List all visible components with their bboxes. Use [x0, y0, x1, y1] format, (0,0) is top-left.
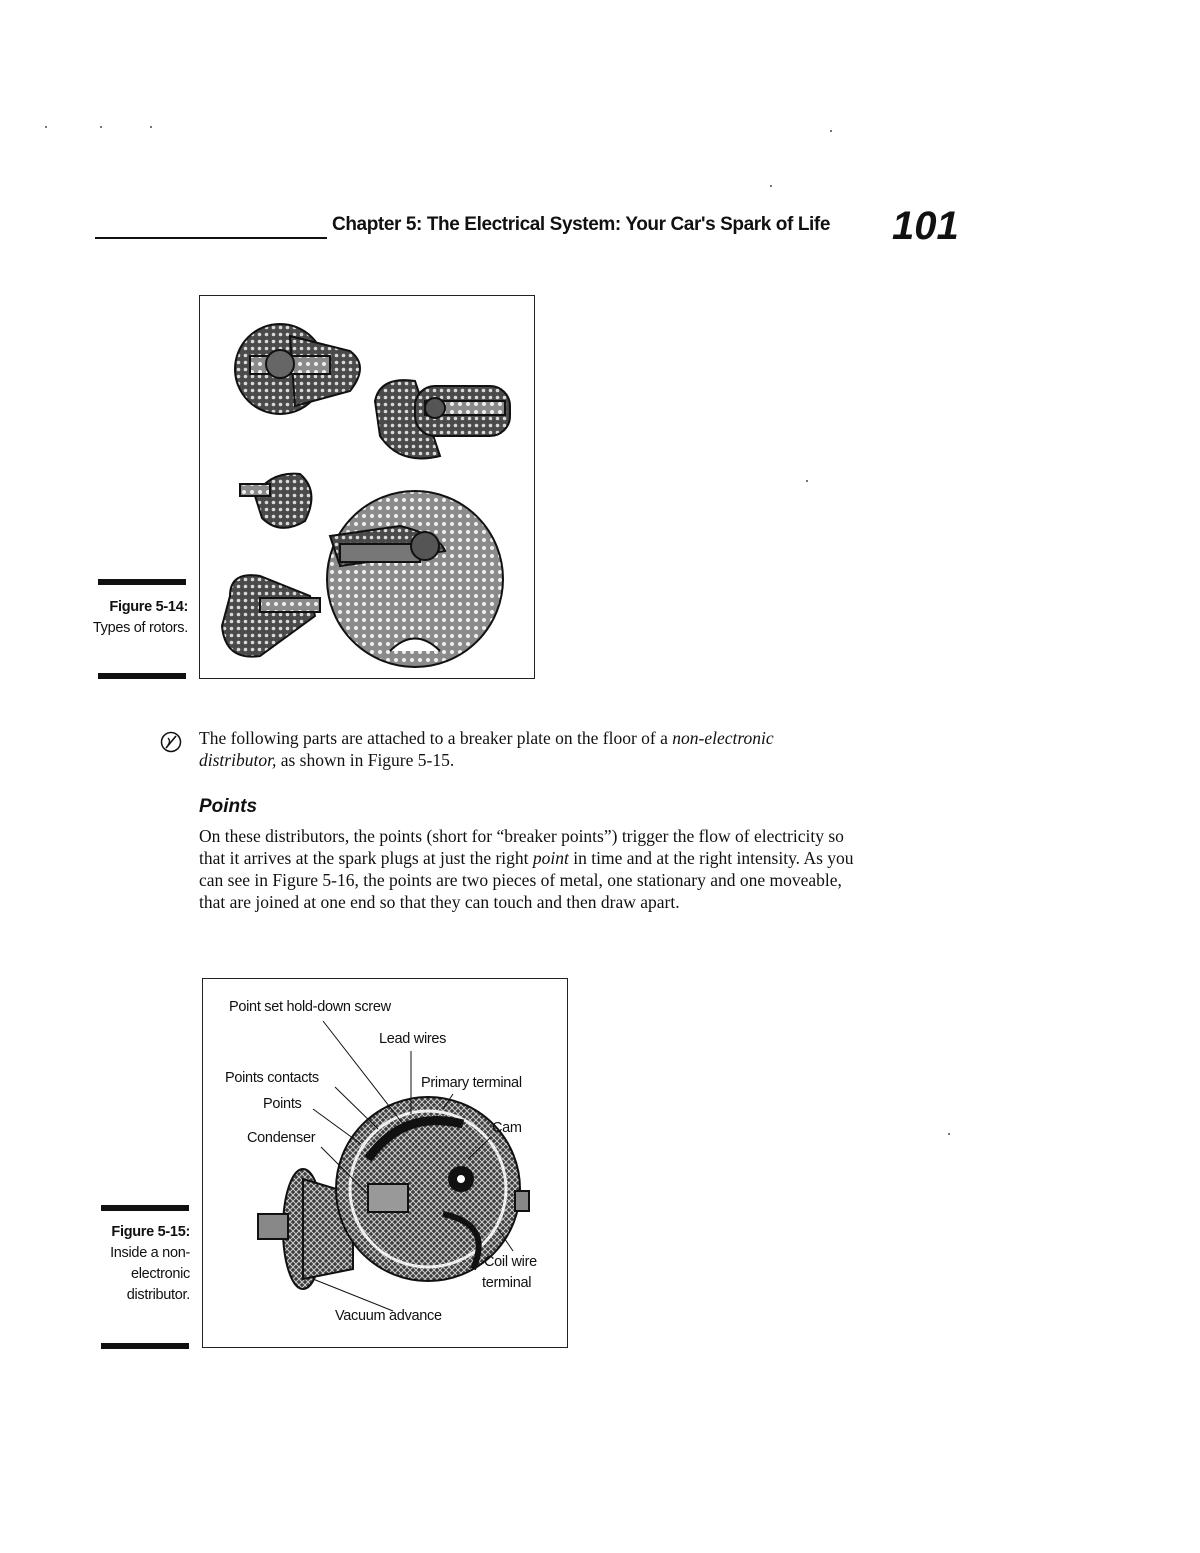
label-points-contacts: Points contacts: [225, 1070, 319, 1086]
figure-caption-text: Inside a non-electronic distributor.: [110, 1245, 190, 1303]
intro-paragraph: [199, 727, 849, 771]
technical-stuff-icon: [160, 731, 182, 753]
figure-number: Figure 5-15:: [111, 1224, 190, 1240]
label-vacuum-advance: Vacuum advance: [335, 1308, 442, 1324]
para-text: The following parts are attached to a breaker plate on the floor of a: [199, 728, 673, 748]
caption-rule-top: [98, 579, 186, 585]
figure-5-14-image: [199, 295, 535, 679]
scan-speck: [45, 126, 47, 128]
rotor-large-disc: [327, 491, 503, 667]
header-rule: [95, 237, 327, 239]
para-text: in time and at the right intensity. As you can see in Figure 5-16, the points are two pieces of metal, one stationary and one moveable, that are joined at one end so that they can touch and then draw apart.: [199, 848, 854, 912]
caption-rule-top: [101, 1205, 189, 1211]
section-heading: Points: [199, 796, 258, 817]
caption-rule-bottom: [98, 673, 186, 679]
scan-speck: [100, 126, 102, 128]
figure-5-14-caption: [80, 597, 188, 639]
label-primary-terminal: Primary terminal: [421, 1075, 522, 1091]
rotor-bottom-left: [222, 575, 320, 656]
para-text: On these distributors, the points (short for “breaker points”) trigger the flow of electricity so that it arrives at the spark plugs at just the right: [199, 826, 844, 868]
rotor-top-left: [235, 324, 360, 414]
label-cam: Cam: [492, 1120, 522, 1136]
label-points: Points: [263, 1096, 302, 1112]
label-coil-wire: Coil wire: [484, 1254, 537, 1270]
label-condenser: Condenser: [247, 1130, 316, 1146]
running-head: Chapter 5: The Electrical System: Your Car's Spark of Life: [332, 214, 831, 235]
para-emphasis: point: [532, 848, 569, 868]
scan-speck: [770, 185, 772, 187]
figure-5-15-image: [202, 978, 568, 1348]
scan-speck: [806, 480, 808, 482]
page-number: 101: [892, 204, 959, 248]
scan-speck: [830, 130, 832, 132]
para-emphasis: non-electronic distributor,: [199, 728, 774, 770]
figure-5-15-caption: [80, 1222, 190, 1306]
rotor-small: [240, 474, 311, 528]
label-lead-wires: Lead wires: [379, 1031, 447, 1047]
rotor-top-right: [375, 380, 510, 458]
figure-number: Figure 5-14:: [109, 599, 188, 615]
label-terminal: terminal: [482, 1275, 532, 1291]
scan-speck: [150, 126, 152, 128]
label-hold-down-screw: Point set hold-down screw: [229, 999, 391, 1015]
points-paragraph: [199, 825, 859, 913]
figure-caption-text: Types of rotors.: [92, 620, 188, 636]
para-text: as shown in Figure 5-15.: [276, 750, 455, 770]
caption-rule-bottom: [101, 1343, 189, 1349]
scan-speck: [948, 1133, 950, 1135]
